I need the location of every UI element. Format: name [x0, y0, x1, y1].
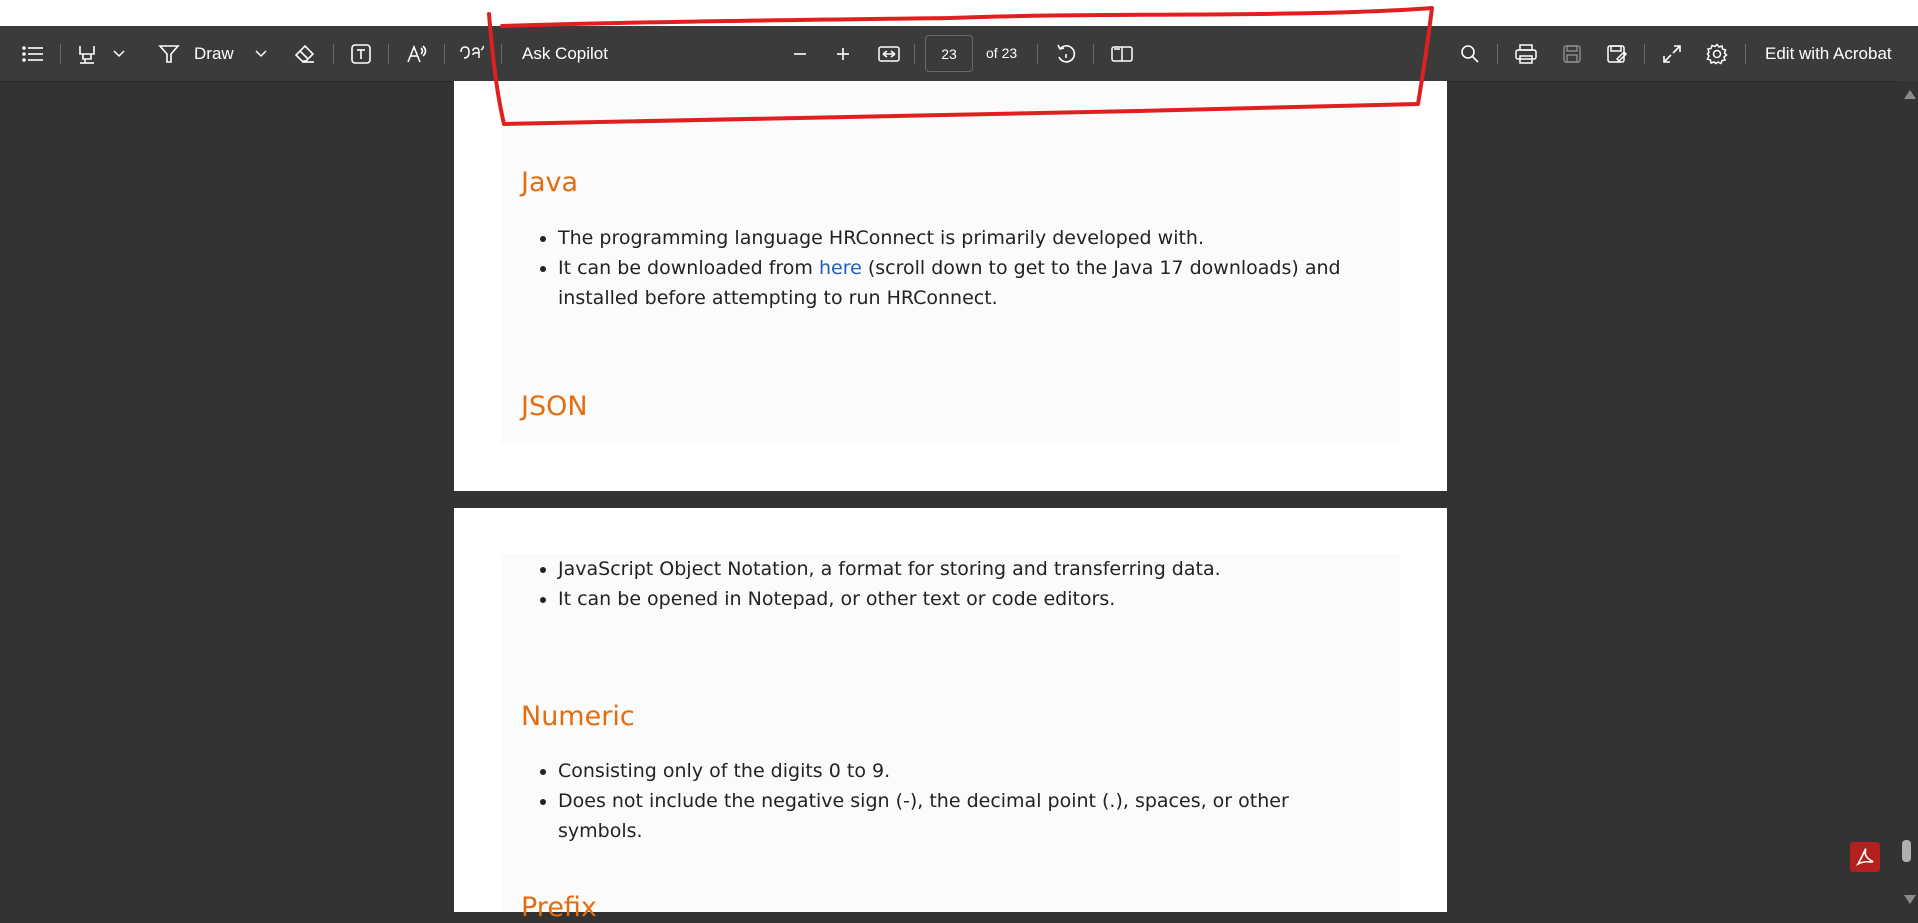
rotate-icon[interactable] [1052, 26, 1080, 81]
separator [1037, 44, 1038, 64]
list-item-text: The programming language HRConnect is primarily developed with. [558, 227, 1205, 249]
window-top-strip [0, 0, 1918, 26]
separator [60, 44, 61, 64]
separator [1644, 44, 1645, 64]
heading-prefix: Prefix [521, 892, 597, 923]
scroll-down-icon[interactable] [1904, 895, 1916, 904]
save-icon[interactable] [1558, 26, 1586, 81]
list-item-text: It can be opened in Notepad, or other text or code editors. [558, 588, 1116, 610]
fit-width-icon[interactable] [875, 26, 903, 81]
page-view-icon[interactable] [1108, 26, 1136, 81]
separator [1497, 44, 1498, 64]
list-item-text: Does not include the negative sign (-), the decimal point (.), spaces, or other symbols. [558, 790, 1289, 842]
separator [1745, 44, 1746, 64]
json-bullet-list [501, 554, 1358, 614]
content-panel [501, 554, 1400, 923]
list-item [558, 756, 1358, 786]
heading-numeric: Numeric [521, 701, 635, 732]
save-as-icon[interactable] [1603, 26, 1631, 81]
pdf-page-22 [454, 81, 1447, 491]
heading-json: JSON [521, 391, 588, 422]
list-item-text: (scroll down to get to the Java 17 downloads) and installed before attempting to run HRConnect. [558, 257, 1341, 309]
content-panel [501, 81, 1400, 444]
highlight-icon[interactable] [74, 26, 100, 81]
search-icon[interactable] [1456, 26, 1484, 81]
list-item-text: JavaScript Object Notation, a format for storing and transferring data. [558, 558, 1221, 580]
list-item [558, 253, 1358, 313]
list-item [558, 786, 1358, 846]
scroll-up-icon[interactable] [1904, 90, 1916, 99]
list-item [558, 584, 1358, 614]
separator [1093, 44, 1094, 64]
text-box-icon[interactable] [348, 26, 374, 81]
edit-with-acrobat-button[interactable]: Edit with Acrobat [1765, 43, 1892, 63]
chevron-down-icon[interactable] [252, 26, 270, 81]
fullscreen-icon[interactable] [1658, 26, 1686, 81]
zoom-in-icon[interactable] [831, 26, 855, 81]
chevron-down-icon[interactable] [110, 26, 128, 81]
separator [914, 44, 915, 64]
draw-icon[interactable] [156, 26, 182, 81]
page-number-input[interactable]: 23 [925, 35, 973, 72]
pdf-toolbar [0, 26, 1918, 82]
list-item-text: It can be downloaded from [558, 257, 819, 279]
draw-button[interactable]: Draw [194, 43, 234, 63]
eraser-icon[interactable] [292, 26, 318, 81]
pdf-page-23 [454, 508, 1447, 923]
list-item [558, 223, 1358, 253]
separator [444, 44, 445, 64]
separator [333, 44, 334, 64]
separator [501, 44, 502, 64]
zoom-out-icon[interactable] [788, 26, 812, 81]
print-icon[interactable] [1512, 26, 1540, 81]
separator [388, 44, 389, 64]
list-item [558, 554, 1358, 584]
java-download-link[interactable]: here [818, 257, 862, 279]
acrobat-logo-icon[interactable] [1850, 842, 1880, 872]
heading-java: Java [521, 167, 579, 198]
settings-icon[interactable] [1703, 26, 1731, 81]
page-total-label: of 23 [986, 45, 1018, 61]
numeric-bullet-list [501, 756, 1358, 846]
java-bullet-list [501, 223, 1358, 313]
list-item-text: Consisting only of the digits 0 to 9. [558, 760, 891, 782]
scrollbar-thumb[interactable] [1902, 840, 1911, 862]
read-aloud-icon[interactable] [404, 26, 430, 81]
table-of-contents-icon[interactable] [18, 26, 48, 81]
vertical-scrollbar[interactable] [1898, 81, 1918, 912]
translate-icon[interactable] [458, 26, 486, 81]
ask-copilot-button[interactable]: Ask Copilot [522, 43, 608, 63]
